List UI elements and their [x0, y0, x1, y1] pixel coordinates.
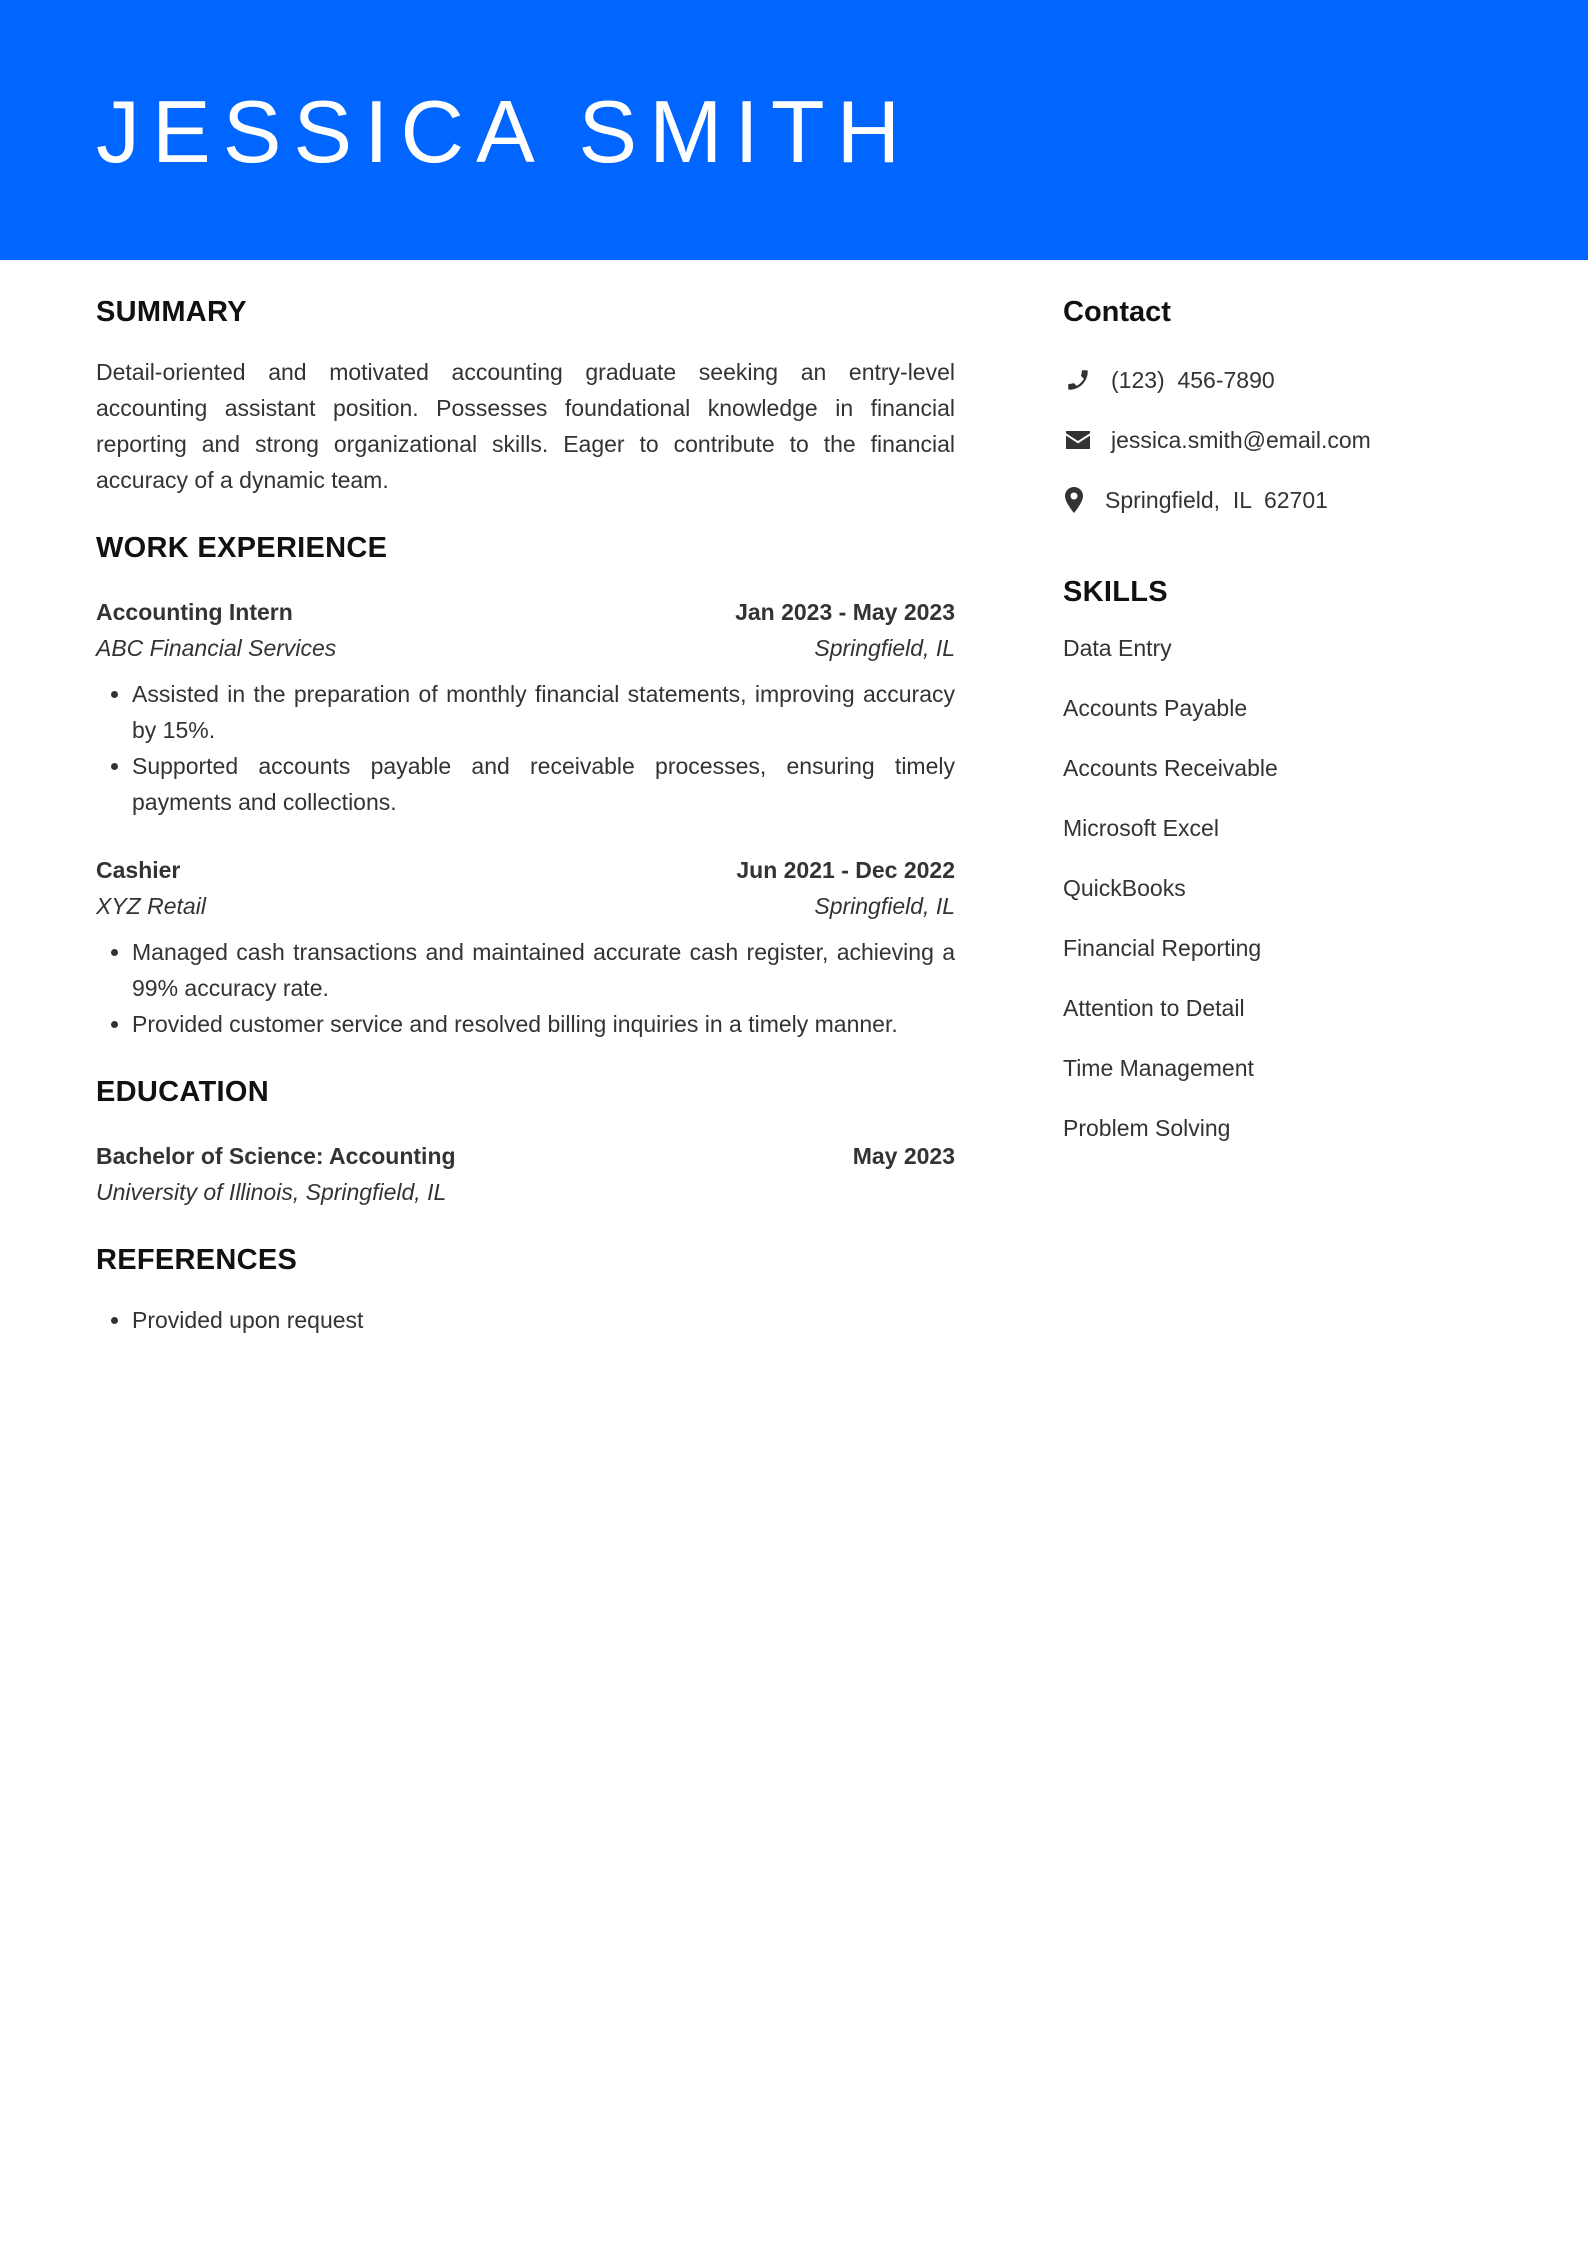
skill-item: QuickBooks: [1063, 875, 1186, 901]
degree-row: [96, 1138, 955, 1174]
work-experience-section: [96, 526, 955, 1042]
job-dates: Jan 2023 - May 2023: [735, 599, 955, 625]
address: Springfield, IL 62701: [1105, 487, 1328, 513]
references-section: [96, 1238, 955, 1338]
job-bullet: • Supported accounts payable and receivable processes, ensuring timely payments and collections.: [132, 748, 955, 820]
main-column: [96, 290, 955, 1338]
job-role: Accounting Intern: [96, 599, 293, 625]
skill-item: Accounts Payable: [1063, 695, 1248, 721]
education-section: [96, 1070, 955, 1210]
references-list: [96, 1302, 955, 1338]
skills-section: [1063, 570, 1493, 1146]
work-experience-heading: WORK EXPERIENCE: [96, 532, 388, 564]
graduation-date: May 2023: [852, 1143, 955, 1169]
phone-number[interactable]: (123) 456-7890: [1111, 367, 1275, 393]
email-address[interactable]: jessica.smith@email.com: [1111, 427, 1371, 453]
contact-heading: Contact: [1063, 296, 1171, 328]
summary-section: [96, 290, 955, 498]
job-role: Cashier: [96, 857, 181, 883]
summary-text: Detail-oriented and motivated accounting graduate seeking an entry-level accounting assistant position. Possesses foundational knowledge in financial reporting and strong organizational skills. Eager to contribute to the financial accuracy of a dynamic team.: [96, 359, 955, 493]
school-row: [96, 1174, 955, 1210]
job-company: XYZ Retail: [96, 893, 206, 919]
contact-phone: [1063, 362, 1493, 398]
job-bullet: • Assisted in the preparation of monthly financial statements, improving accuracy by 15%.: [132, 676, 955, 748]
skill-item: Problem Solving: [1063, 1115, 1231, 1141]
education-entry: [96, 1138, 955, 1210]
skills-list: [1063, 630, 1493, 1146]
skill-item: Data Entry: [1063, 635, 1172, 661]
job-entry: [96, 852, 955, 1042]
job-entry: [96, 594, 955, 820]
job-bullet: • Provided customer service and resolved billing inquiries in a timely manner.: [132, 1006, 955, 1042]
job-title-row: [96, 852, 955, 888]
job-bullet: • Managed cash transactions and maintained accurate cash register, achieving a 99% accuracy rate.: [132, 934, 955, 1006]
references-heading: REFERENCES: [96, 1244, 298, 1276]
sidebar-column: [1063, 290, 1493, 1170]
skill-item: Financial Reporting: [1063, 935, 1262, 961]
job-company: ABC Financial Services: [96, 635, 337, 661]
map-pin-icon: [1063, 485, 1085, 515]
job-location: Springfield, IL: [814, 635, 955, 661]
job-bullets: [96, 676, 955, 820]
education-heading: EDUCATION: [96, 1076, 269, 1108]
contact-section: [1063, 290, 1493, 518]
contact-list: [1063, 362, 1493, 518]
job-company-row: [96, 888, 955, 924]
job-dates: Jun 2021 - Dec 2022: [736, 857, 955, 883]
phone-icon: [1063, 365, 1093, 395]
job-bullets: [96, 934, 955, 1042]
job-location: Springfield, IL: [814, 893, 955, 919]
summary-heading: SUMMARY: [96, 296, 247, 328]
envelope-icon: [1063, 425, 1093, 455]
job-company-row: [96, 630, 955, 666]
job-title-row: [96, 594, 955, 630]
skill-item: Microsoft Excel: [1063, 815, 1219, 841]
resume-header: [0, 0, 1588, 260]
skill-item: Accounts Receivable: [1063, 755, 1278, 781]
skill-item: Attention to Detail: [1063, 995, 1245, 1021]
skills-heading: SKILLS: [1063, 576, 1168, 608]
school: University of Illinois, Springfield, IL: [96, 1179, 447, 1205]
skill-item: Time Management: [1063, 1055, 1254, 1081]
candidate-name: JESSICA SMITH: [96, 82, 913, 181]
degree: Bachelor of Science: Accounting: [96, 1143, 456, 1169]
reference-item: • Provided upon request: [132, 1302, 955, 1338]
contact-address: [1063, 482, 1493, 518]
contact-email: [1063, 422, 1493, 458]
